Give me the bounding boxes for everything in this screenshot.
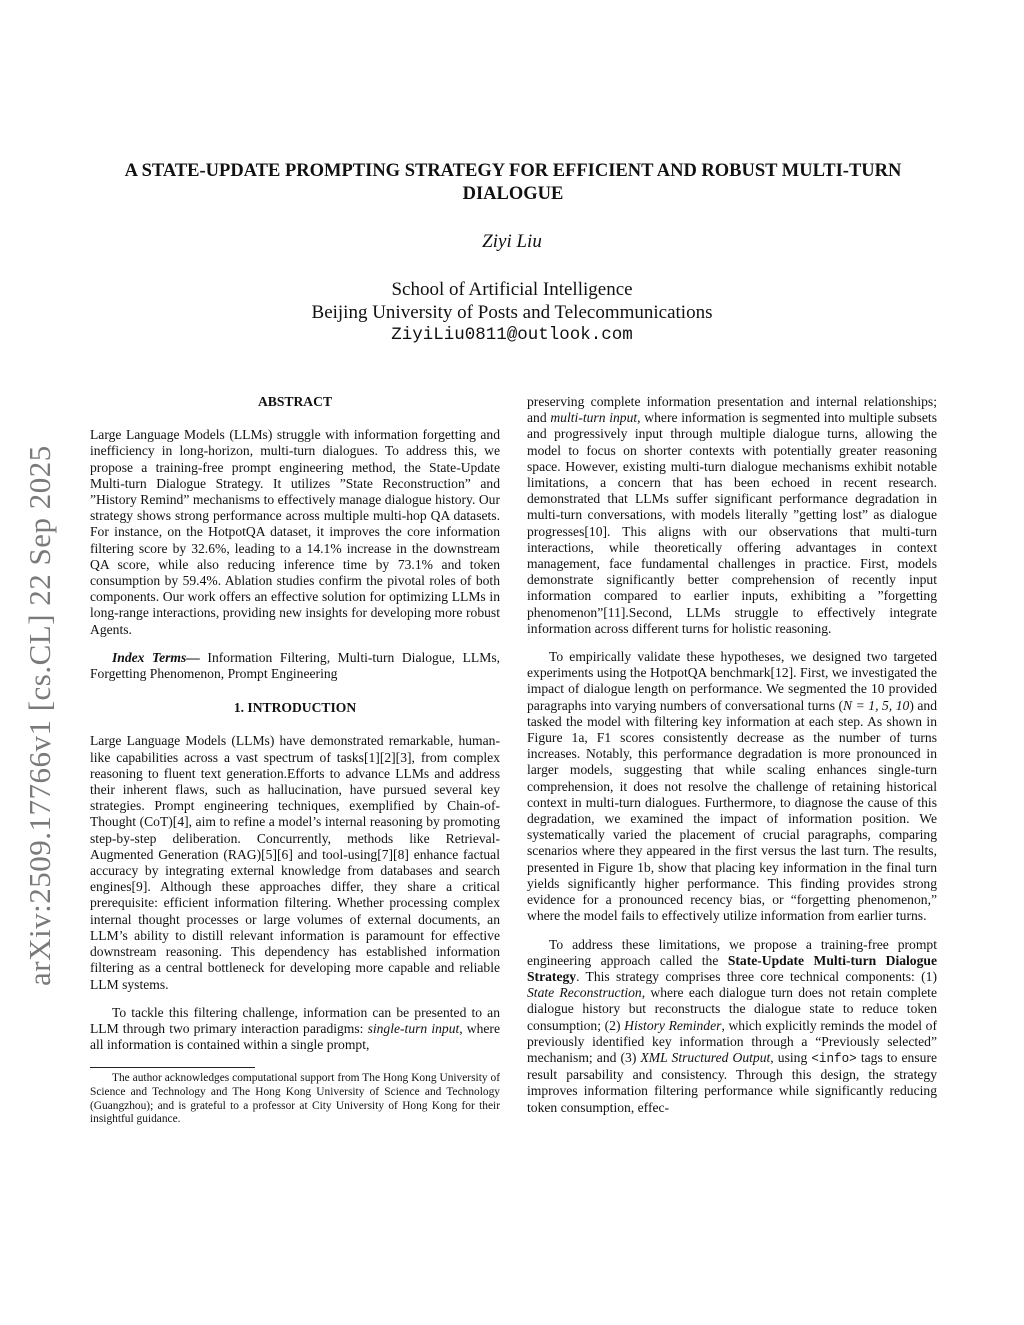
intro-paragraph-4 xyxy=(527,937,937,1116)
intro-p4-b: . This strategy comprises three core technical components: (1) xyxy=(576,968,937,984)
footnote-text: The author acknowledges computational support from The Hong Kong University of Science and Technology and The Hong Kong University of Science and Technology (Guangzhou); and is grateful to a professor at City University of Hong Kong for their insightful guidance. xyxy=(90,1072,500,1126)
intro-p4-strategy-name: State-Update Multi-turn Dialogue Strategy xyxy=(527,952,937,984)
intro-p4-code: <info> xyxy=(811,1051,857,1066)
intro-p4-d: , which explicitly reminds the model of previously identified key information through a “Previously selected” mechanism; and (3) xyxy=(527,1017,937,1065)
intro-p4-c: , where each dialogue turn does not retain complete dialogue history but reconstructs the dialogue state to reduce token consumption; (2) xyxy=(527,985,937,1033)
intro-p2-cont-text: preserving complete information presentation and internal relationships; and xyxy=(527,394,937,426)
intro-p4-em-xml: XML Structured Output xyxy=(640,1049,771,1065)
left-column xyxy=(90,394,500,1127)
intro-p4-e: , using xyxy=(770,1049,812,1065)
intro-p4-a: To address these limitations, we propose a training-free prompt engineering approach called the xyxy=(527,936,937,968)
affiliation-block xyxy=(0,278,1024,347)
intro-p2-emphasis: single-turn input xyxy=(367,1020,460,1036)
author-name: Ziyi Liu xyxy=(482,231,542,252)
index-terms-text: Information Filtering, Multi-turn Dialogue, LLMs, Forgetting Phenomenon, Prompt Engineering xyxy=(90,649,501,682)
index-terms xyxy=(90,650,500,682)
intro-p3-text: To empirically validate these hypotheses, we designed two targeted experiments using the HotpotQA benchmark[12]. First, we investigated the impact of dialogue length on performance. We segmented the 10 provided paragraphs into varying numbers of conversational turns ( xyxy=(527,649,937,713)
paper-title: A STATE-UPDATE PROMPTING STRATEGY FOR EFFICIENT AND ROBUST MULTI-TURN DIALOGUE xyxy=(124,161,902,204)
index-terms-label: Index Terms— xyxy=(112,649,200,665)
intro-p2-cont-tail: , where information is segmented into multiple subsets and progressively input through multiple dialogue turns, allowing the model to focus on shorter contexts with potentially greater reasoning space. However, existing multi-turn dialogue mechanisms exhibit notable limitations, a concern that has been echoed in recent research. demonstrated that LLMs suffer significant performance degradation in multi-turn conversations, with models literally ”getting lost” as dialogue progresses[10]. This aligns with our observations that multi-turn interactions, while theoretically offering advantages in context management, face fundamental challenges in practice. First, models demonstrate significantly better comprehension of recently input information compared to earlier inputs, exhibiting a ”forgetting phenomenon”[11].Second, LLMs struggle to effectively integrate information across different turns for holistic reasoning. xyxy=(527,410,937,636)
affiliation-university: Beijing University of Posts and Telecommunications xyxy=(311,302,713,323)
affiliation-school: School of Artificial Intelligence xyxy=(391,279,633,300)
section-heading-introduction: 1. INTRODUCTION xyxy=(233,700,357,716)
abstract-text: Large Language Models (LLMs) struggle with information forgetting and inefficiency in long-horizon, multi-turn dialogues. To address this, we propose a training-free prompt engineering method, the State-Update Multi-turn Dialogue Strategy. It utilizes ”State Reconstruction” and ”History Remind” mechanisms to effectively manage dialogue history. Our strategy shows strong performance across multiple multi-hop QA datasets. For instance, on the HotpotQA dataset, it improves the core information filtering score by 32.6%, leading to a 14.1% increase in the downstream QA score, while also reducing inference time by 73.1% and token consumption by 59.4%. Ablation studies confirm the pivotal roles of both components. Our work offers an effective solution for optimizing LLMs in long-range interactions, providing new insights for developing more robust Agents. xyxy=(90,427,500,637)
intro-paragraph-1: Large Language Models (LLMs) have demonstrated remarkable, human-like capabilities across a vast spectrum of tasks[1][2][3], from complex reasoning to fluent text generation.Efforts to advance LLMs and address their inherent flaws, such as hallucination, have pursued several key strategies. Prompt engineering techniques, exemplified by Chain-of-Thought (CoT)[4], aim to refine a model’s internal reasoning by promoting step-by-step deliberation. Concurrently, methods like Retrieval-Augmented Generation (RAG)[5][6] and tool-using[7][8] enhance factual accuracy by integrating external knowledge from databases and search engines[9]. Although these approaches differ, they share a critical prerequisite: efficient information filtering. Whether processing complex internal thought processes or large volumes of external documents, an LLM’s ability to distill relevant information is paramount for effective downstream reasoning. This dependency has established information filtering as a central bottleneck for developing more capable and reliable LLM systems. xyxy=(90,733,500,992)
intro-p3-math: N = 1, 5, 10 xyxy=(843,697,910,713)
footnote-divider xyxy=(90,1067,255,1068)
intro-p2-cont-emphasis: multi-turn input xyxy=(550,410,638,426)
abstract-heading: ABSTRACT xyxy=(257,394,333,409)
intro-p4-em-history: History Reminder xyxy=(624,1017,722,1033)
intro-paragraph-2-start xyxy=(90,1005,500,1054)
intro-p4-f: tags to ensure result parsability and consistency. Through this design, the strategy improves information filtering performance while significantly reducing token consumption, effec- xyxy=(527,1049,938,1115)
author-email[interactable]: ZiyiLiu0811@outlook.com xyxy=(391,325,633,345)
intro-p2-text: To tackle this filtering challenge, information can be presented to an LLM through two primary interaction paradigms: xyxy=(90,1004,500,1036)
intro-paragraph-3 xyxy=(527,649,937,924)
intro-p2-tail: , where all information is contained within a single prompt, xyxy=(90,1020,500,1053)
intro-p3-tail: ) and tasked the model with filtering key information at each step. As shown in Figure 1a, F1 scores consistently decrease as the number of turns increases. Notably, this performance degradation is more pronounced in larger models, suggesting that while scaling enhances single-turn comprehension, it does not resolve the challenge of retaining historical context in multi-turn dialogues. Furthermore, to diagnose the cause of this degradation, we examined the impact of information position. We systematically varied the placement of crucial paragraphs, comparing scenarios where they appeared in the first versus the last turn. The results, presented in Figure 1b, show that placing key information in the final turn yields significantly higher performance. This finding provides strong evidence for a pronounced recency bias, or “forgetting phenomenon,” where the model fails to effectively utilize information from earlier turns. xyxy=(527,697,937,924)
right-column xyxy=(527,394,937,1128)
arxiv-identifier: arXiv:2509.17766v1 [cs.CL] 22 Sep 2025 xyxy=(22,445,57,986)
intro-paragraph-2-cont xyxy=(527,394,937,637)
intro-p4-em-state: State Reconstruction xyxy=(527,985,642,1001)
